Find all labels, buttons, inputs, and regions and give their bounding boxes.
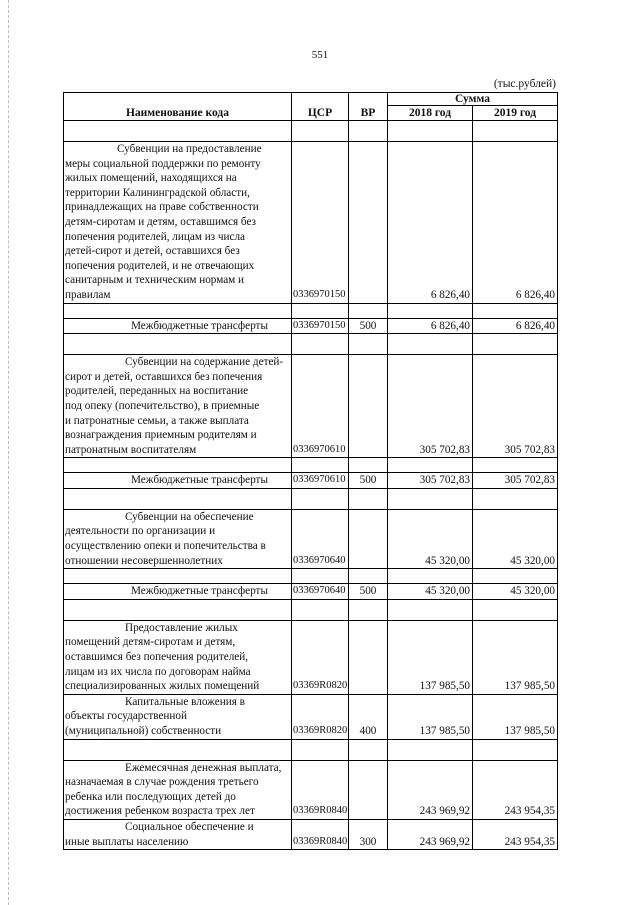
row-csr: 0336970610: [292, 355, 349, 458]
row-vr: [349, 355, 388, 458]
row-2018: 305 702,83: [388, 473, 473, 489]
row-2019: 137 985,50: [473, 694, 558, 739]
row-2019: 45 320,00: [473, 509, 558, 568]
table-row: [64, 819, 558, 849]
row-vr: 300: [349, 819, 388, 849]
row-2018: 305 702,83: [388, 355, 473, 458]
header-csr: ЦСР: [292, 93, 349, 121]
row-2018: 137 985,50: [388, 694, 473, 739]
row-vr: 500: [349, 584, 388, 600]
row-name: Ежемесячная денежная выплата, назначаемая в случае рождения третьего ребенка или последующих детей до достижения ребенком возраста трех лет: [64, 760, 292, 819]
table-row: [64, 142, 558, 304]
row-csr: 0336970610: [292, 473, 349, 489]
row-2018: 45 320,00: [388, 509, 473, 568]
row-name: Межбюджетные трансферты: [64, 473, 292, 489]
row-csr: 0336970150: [292, 142, 349, 304]
row-name: Субвенции на обеспечение деятельности по организации и осуществлению опеки и попечительства в отношении несовершеннолетних: [64, 509, 292, 568]
header-vr: ВР: [349, 93, 388, 121]
row-name: Предоставление жилых помещений детям-сиротам и детям, оставшимся без попечения родителей, лицам из их числа по договорам найма специализированных жилых помещений: [64, 620, 292, 694]
row-name: Субвенции на предоставление меры социальной поддержки по ремонту жилых помещений, находящихся на территории Калининградской области, принадлежащих на праве собственности детям-сиротам и детям, оставшимся без попечения родителей, лицам из числа детей-сирот и детей, оставшихся без попечения родителей, и не отвечающих санитарным и техническим нормам и правилам: [64, 142, 292, 304]
budget-table: [63, 92, 558, 850]
header-sum: Сумма: [388, 93, 558, 106]
row-vr: 500: [349, 473, 388, 489]
row-csr: 03369R0840: [292, 819, 349, 849]
row-vr: 400: [349, 694, 388, 739]
row-2019: 6 826,40: [473, 318, 558, 334]
table-row: [64, 355, 558, 458]
row-vr: [349, 509, 388, 568]
row-2018: 45 320,00: [388, 584, 473, 600]
table-row: [64, 620, 558, 694]
scan-edge-line: [8, 0, 10, 905]
row-name: Капитальные вложения в объекты государственной (муниципальной) собственности: [64, 694, 292, 739]
row-2019: 6 826,40: [473, 142, 558, 304]
row-csr: 0336970150: [292, 318, 349, 334]
row-csr: 0336970640: [292, 509, 349, 568]
table-row: [64, 694, 558, 739]
row-2019: 243 954,35: [473, 760, 558, 819]
row-2018: 137 985,50: [388, 620, 473, 694]
row-vr: [349, 620, 388, 694]
row-name: Субвенции на содержание детей- сирот и детей, оставшихся без попечения родителей, переданных на воспитание под опеку (попечительство), в приемные и патронатные семьи, а также выплата вознаграждения приемным родителям и патронатным воспитателям: [64, 355, 292, 458]
row-vr: 500: [349, 318, 388, 334]
row-vr: [349, 760, 388, 819]
row-csr: 03369R0820: [292, 620, 349, 694]
row-csr: 0336970640: [292, 584, 349, 600]
row-vr: [349, 142, 388, 304]
table-row: [64, 760, 558, 819]
row-name: Межбюджетные трансферты: [64, 318, 292, 334]
row-2019: 305 702,83: [473, 473, 558, 489]
table-row: [64, 509, 558, 568]
row-2018: 243 969,92: [388, 819, 473, 849]
row-csr: 03369R0820: [292, 694, 349, 739]
row-2018: 243 969,92: [388, 760, 473, 819]
row-2018: 6 826,40: [388, 142, 473, 304]
units-label: (тыс.рублей): [493, 78, 556, 90]
row-2019: 305 702,83: [473, 355, 558, 458]
row-2018: 6 826,40: [388, 318, 473, 334]
row-name: Социальное обеспечение и иные выплаты населению: [64, 819, 292, 849]
table-row: [64, 473, 558, 489]
header-2019: 2019 год: [473, 106, 558, 121]
row-csr: 03369R0840: [292, 760, 349, 819]
page-number: 551: [311, 49, 329, 61]
header-2018: 2018 год: [388, 106, 473, 121]
row-2019: 243 954,35: [473, 819, 558, 849]
row-2019: 137 985,50: [473, 620, 558, 694]
table-row: [64, 318, 558, 334]
table-row: [64, 584, 558, 600]
row-2019: 45 320,00: [473, 584, 558, 600]
header-name: Наименование кода: [64, 93, 292, 121]
row-name: Межбюджетные трансферты: [64, 584, 292, 600]
